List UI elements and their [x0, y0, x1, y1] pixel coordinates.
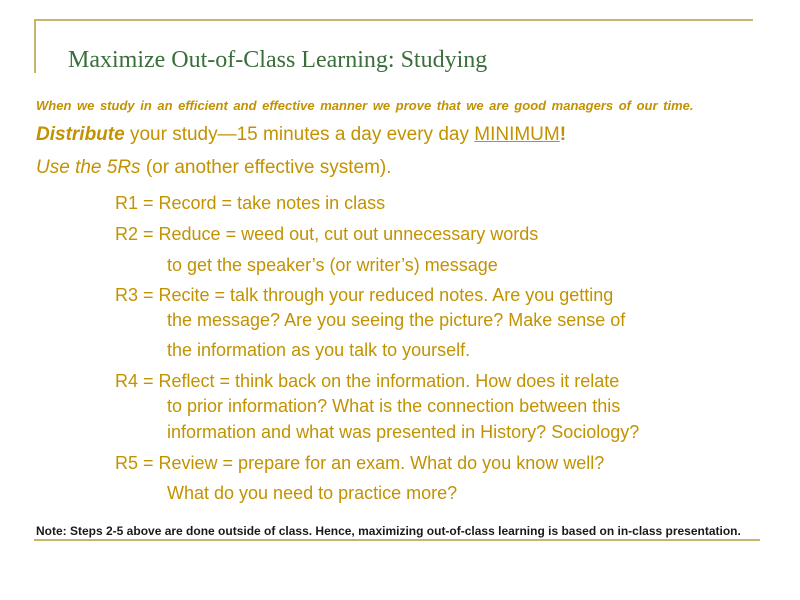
step-r4-continued-2: information and what was presented in History? Sociology?: [167, 422, 640, 442]
frame-left-rule: [34, 19, 36, 73]
distribute-line: [36, 124, 566, 146]
step-r2-continued: to get the speaker’s (or writer’s) message: [167, 255, 498, 275]
distribute-text: your study—15 minutes a day every day: [124, 124, 475, 145]
step-r5: R5 = Review = prepare for an exam. What do you know well?: [115, 453, 605, 473]
minimum-word: MINIMUM: [474, 124, 560, 145]
step-r3-continued-2: the information as you talk to yourself.: [167, 340, 471, 360]
intro-statement: When we study in an efficient and effective manner we prove that we are good managers of our time.: [36, 98, 694, 113]
exclamation: !: [559, 124, 567, 145]
step-r3: R3 = Recite = talk through your reduced notes. Are you getting: [115, 285, 614, 305]
five-rs-emphasis: Use the 5Rs: [36, 157, 141, 178]
frame-top-rule: [34, 19, 753, 21]
step-r4: R4 = Reflect = think back on the information. How does it relate: [115, 371, 620, 391]
slide-title: Maximize Out-of-Class Learning: Studying: [68, 47, 488, 73]
five-rs-line: [36, 157, 392, 179]
distribute-emphasis: Distribute: [36, 124, 125, 145]
frame-bottom-rule: [34, 539, 760, 541]
footnote: Note: Steps 2-5 above are done outside of class. Hence, maximizing out-of-class learning is based on in-class presentation.: [36, 524, 741, 538]
step-r3-continued-1: the message? Are you seeing the picture? Make sense of: [167, 310, 626, 330]
step-r5-continued: What do you need to practice more?: [167, 483, 458, 503]
five-rs-text: (or another effective system).: [140, 157, 392, 178]
step-r2: R2 = Reduce = weed out, cut out unnecessary words: [115, 224, 539, 244]
step-r1: R1 = Record = take notes in class: [115, 193, 386, 213]
step-r4-continued-1: to prior information? What is the connection between this: [167, 396, 621, 416]
